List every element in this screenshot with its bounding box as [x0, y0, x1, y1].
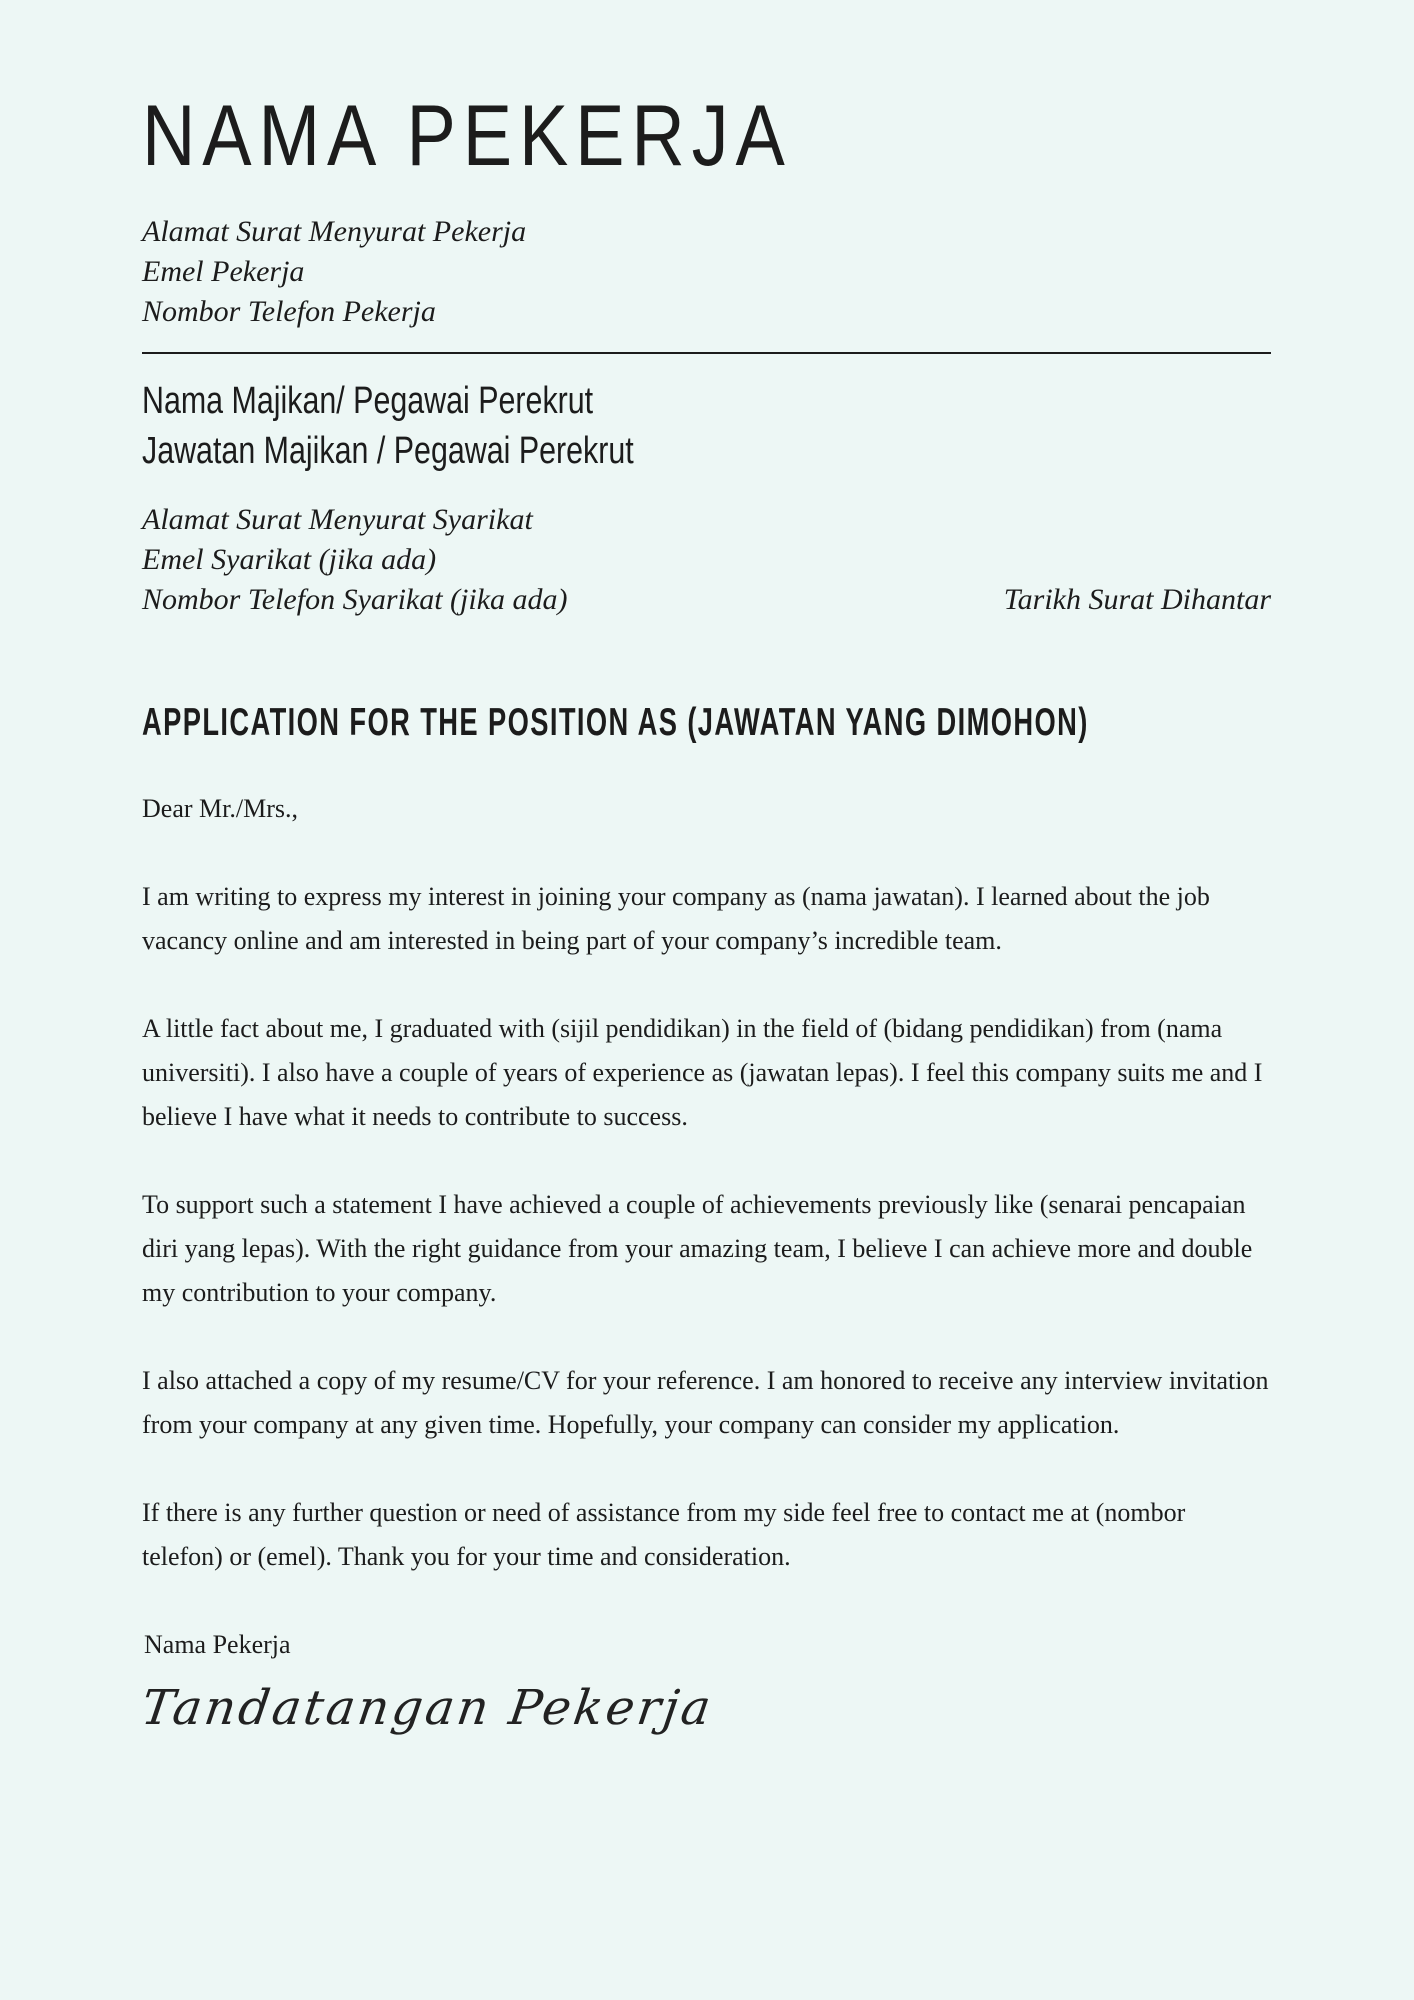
- applicant-email-line: Emel Pekerja: [142, 255, 305, 288]
- company-contact-block: [142, 500, 1271, 620]
- recipient-name-line: Nama Majikan/ Pegawai Perekrut: [142, 380, 594, 422]
- paragraph-closing: If there is any further question or need of assistance from my side feel free to contact me at (nombor telefon) or (emel). Thank you for your time and consideration.: [142, 1498, 1186, 1571]
- salutation: Dear Mr./Mrs.,: [142, 794, 298, 823]
- applicant-address-line: Alamat Surat Menyurat Pekerja: [142, 215, 527, 248]
- company-phone-date-row: [142, 580, 1271, 620]
- signoff-name: Nama Pekerja: [144, 1630, 291, 1659]
- signature-script: Tandatangan Pekerja: [138, 1680, 717, 1736]
- letter-date-label: Tarikh Surat Dihantar: [1003, 583, 1271, 616]
- header-divider: [142, 352, 1271, 354]
- recipient-block: [142, 376, 1271, 476]
- paragraph-background: A little fact about me, I graduated with (sijil pendidikan) in the field of (bidang pendidikan) from (nama universiti). I also have a couple of years of experience as (jawatan lepas). I feel this company suits me and I believe I have what it needs to contribute to success.: [142, 1014, 1263, 1131]
- applicant-contact-block: [142, 212, 1271, 332]
- company-email-line: Emel Syarikat (jika ada): [142, 543, 437, 576]
- company-phone-line: Nombor Telefon Syarikat (jika ada): [142, 583, 568, 616]
- paragraph-resume: I also attached a copy of my resume/CV for your reference. I am honored to receive any interview invitation from your company at any given time. Hopefully, your company can consider my application.: [142, 1366, 1269, 1439]
- company-address-line: Alamat Surat Menyurat Syarikat: [142, 503, 533, 536]
- subject-line: APPLICATION FOR THE POSITION AS (JAWATAN YANG DIMOHON): [142, 701, 1089, 744]
- paragraph-intro: I am writing to express my interest in joining your company as (nama jawatan). I learned about the job vacancy online and am interested in being part of your company’s incredible team.: [142, 882, 1210, 955]
- paragraph-achievements: To support such a statement I have achieved a couple of achievements previously like (senarai pencapaian diri yang lepas). With the right guidance from your amazing team, I believe I can achieve more and double my contribution to your company.: [142, 1190, 1253, 1307]
- signature-wrap: [138, 1667, 1271, 1743]
- applicant-name-title: NAMA PEKERJA: [142, 88, 792, 184]
- applicant-phone-line: Nombor Telefon Pekerja: [142, 295, 436, 328]
- recipient-role-line: Jawatan Majikan / Pegawai Perekrut: [142, 430, 634, 472]
- letter-body: [142, 787, 1271, 1579]
